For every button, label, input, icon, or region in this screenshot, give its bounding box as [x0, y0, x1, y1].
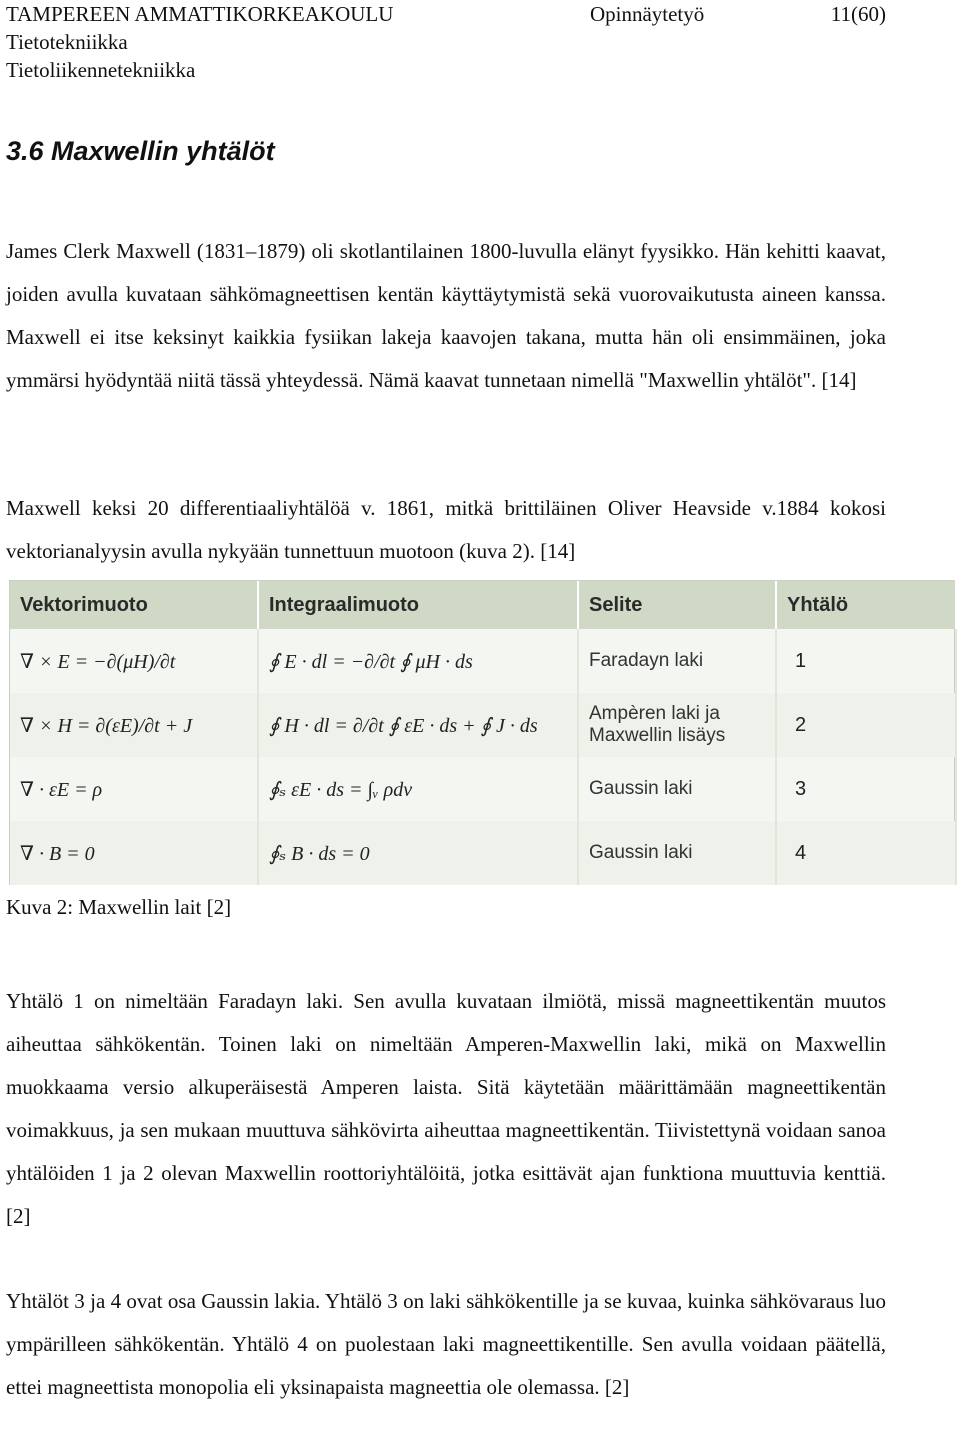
description-cell: Gaussin laki: [578, 757, 776, 821]
vector-form-cell: ∇ × E = −∂(μH)/∂t: [10, 629, 258, 693]
figure-caption: Kuva 2: Maxwellin lait [2]: [6, 895, 232, 919]
maxwell-equations-figure: [9, 580, 955, 885]
vector-form-cell: ∇ · B = 0: [10, 821, 258, 885]
vector-form-cell: ∇ × H = ∂(εE)/∂t + J: [10, 693, 258, 757]
header-page-number: 11(60): [830, 2, 886, 26]
table-row: [10, 629, 956, 693]
description-cell: Gaussin laki: [578, 821, 776, 885]
table-row: [10, 693, 956, 757]
column-header-vector: Vektorimuoto: [10, 581, 258, 629]
integral-form-cell: ∮ₛ B · ds = 0: [258, 821, 578, 885]
header-degree: Tietotekniikka: [6, 30, 128, 54]
equation-number-cell: 4: [776, 821, 956, 885]
header-doc-type: Opinnäytetyö: [589, 2, 705, 26]
maxwell-equations-table: [10, 581, 957, 885]
table-header-row: [10, 581, 956, 629]
paragraph-intro: James Clerk Maxwell (1831–1879) oli skotlantilainen 1800-luvulla elänyt fyysikko. Hän kehitti kaavat, joiden avulla kuvataan sähkömagneettisen kentän käyttäytymistä sekä vuorovaikutusta aineen kanssa. Maxwell ei itse keksinyt kaikkia fysiikan lakeja kaavojen takana, mutta hän oli ensimmäinen, joka ymmärsi hyödyntää niitä tässä yhteydessä. Nämä kaavat tunnetaan nimellä "Maxwellin yhtälöt". [14]: [6, 239, 886, 392]
column-header-equation-number: Yhtälö: [776, 581, 956, 629]
page-header: [6, 0, 886, 84]
column-header-integral: Integraalimuoto: [258, 581, 578, 629]
integral-form-cell: ∮ H · dl = ∂/∂t ∮ εE · ds + ∮ J · ds: [258, 693, 578, 757]
table-row: [10, 757, 956, 821]
integral-form-cell: ∮ₛ εE · ds = ∫ᵥ ρdv: [258, 757, 578, 821]
column-header-description: Selite: [578, 581, 776, 629]
paragraph-equations-1-2: Yhtälö 1 on nimeltään Faradayn laki. Sen avulla kuvataan ilmiötä, missä magneettikentän muutos aiheuttaa sähkökentän. Toinen laki on nimeltään Amperen-Maxwellin laki, mikä on Maxwellin muokkaama versio alkuperäisestä Amperen laista. Sitä käytetään määrittämään magneettikentän voimakkuus, ja sen mukaan muuttuva sähkövirta aiheuttaa magneettikentän. Tiivistettynä voidaan sanoa yhtälöiden 1 ja 2 olevan Maxwellin roottoriyhtälöitä, jotka esittävät ajan funktiona muuttuvia kenttiä. [2]: [6, 989, 886, 1228]
integral-form-cell: ∮ E · dl = −∂/∂t ∮ μH · ds: [258, 629, 578, 693]
paragraph-history: Maxwell keksi 20 differentiaaliyhtälöä v. 1861, mitkä brittiläinen Oliver Heavside v.1884 kokosi vektorianalyysin avulla nykyään tunnettuun muotoon (kuva 2). [14]: [6, 496, 886, 563]
equation-number-cell: 2: [776, 693, 956, 757]
table-row: [10, 821, 956, 885]
header-programme: Tietoliikennetekniikka: [6, 58, 196, 82]
description-cell: Ampèren laki ja Maxwellin lisäys: [578, 693, 776, 757]
paragraph-equations-3-4: Yhtälöt 3 ja 4 ovat osa Gaussin lakia. Yhtälö 3 on laki sähkökentille ja se kuvaa, kuinka sähkövaraus luo ympärilleen sähkökentän. Yhtälö 4 on puolestaan laki magneettikentille. Sen avulla voidaan päätellä, ettei magneettista monopolia eli yksinapaista magneettia ole olemassa. [2]: [6, 1289, 886, 1399]
header-school: TAMPEREEN AMMATTIKORKEAKOULU: [6, 2, 394, 26]
section-heading: 3.6 Maxwellin yhtälöt: [6, 136, 275, 166]
equation-number-cell: 3: [776, 757, 956, 821]
header-top-row: [6, 0, 886, 28]
equation-number-cell: 1: [776, 629, 956, 693]
vector-form-cell: ∇ · εE = ρ: [10, 757, 258, 821]
description-cell: Faradayn laki: [578, 629, 776, 693]
